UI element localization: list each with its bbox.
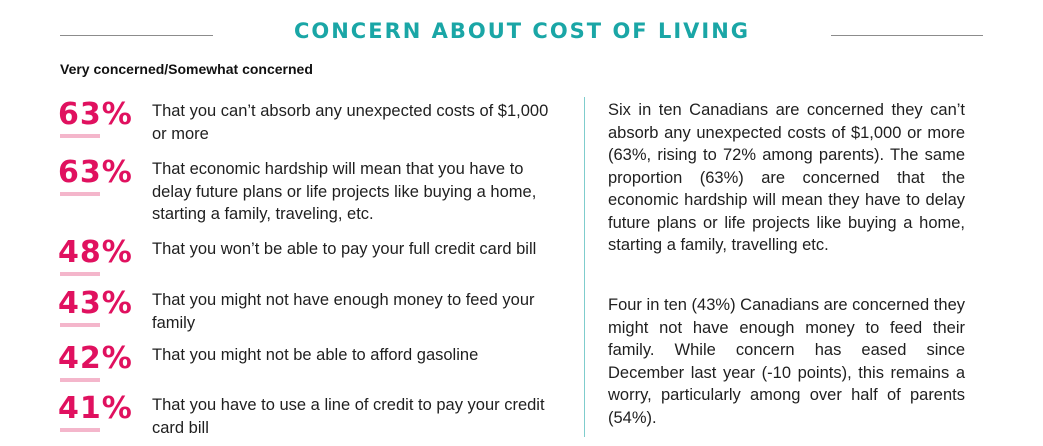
stat-underline [60,192,100,196]
stat-underline [60,134,100,138]
stat-text: That you might not have enough money to feed your family [152,291,535,332]
stat-percent: 48% [58,235,133,270]
stat-text: That you won’t be able to pay your full credit card bill [152,240,537,258]
stat-underline [60,428,100,432]
body-paragraph-1: Six in ten Canadians are concerned they can’t absorb any unexpected costs of $1,000 or more (63%, rising to 72% among parents). The same proportion (63%) are concerned that the economic hardship will mean they have to delay future plans or life projects like buying a home, starting a family, travelling etc. [608,101,965,254]
stat-percent: 41% [58,391,133,426]
header-rule-left [60,35,213,36]
stat-text: That economic hardship will mean that you have to delay future plans or life projects like buying a home, starting a family, traveling, etc. [152,160,537,223]
stat-text: That you have to use a line of credit to pay your credit card bill [152,396,545,437]
body-paragraph-2: Four in ten (43%) Canadians are concerned they might not have enough money to feed their family. While concern has eased since December last year (-10 points), this remains a worry, particularly among over half of parents (54%). [608,296,965,427]
stat-underline [60,323,100,327]
stat-percent: 42% [58,341,133,376]
subtitle: Very concerned/Somewhat concerned [60,61,313,77]
stat-text: That you might not be able to afford gasoline [152,346,479,364]
column-divider [584,97,585,437]
stat-percent: 63% [58,155,133,190]
stat-percent: 63% [58,97,133,132]
stat-underline [60,272,100,276]
stat-text: That you can’t absorb any unexpected costs of $1,000 or more [152,102,549,143]
stat-underline [60,378,100,382]
stat-percent: 43% [58,286,133,321]
page-title: CONCERN ABOUT COST OF LIVING [293,19,751,43]
header-rule-right [831,35,983,36]
